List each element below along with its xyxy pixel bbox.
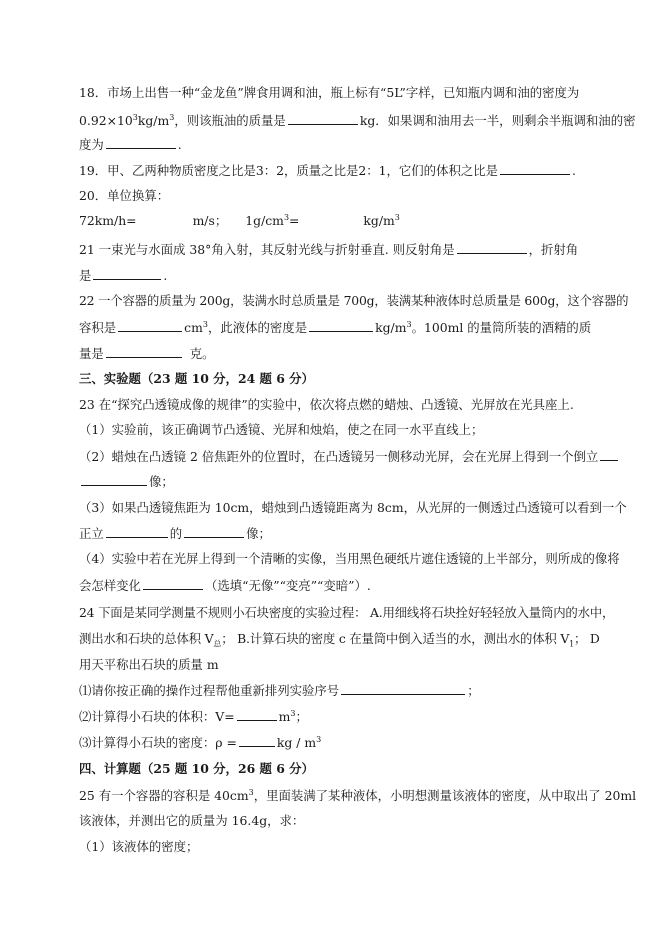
q24-order-blank[interactable] [341,681,465,695]
q24-part3: ⑶计算得小石块的密度：ρ = kg / $m^3$ [79,734,322,750]
q23-intro: 23 在“探究凸透镜成像的规律”的实验中，依次将点燃的蜡烛、凸透镜、光屏放在光具座上. [79,397,574,412]
q21-refraction-blank[interactable] [93,266,161,280]
q23-image-size-blank[interactable] [81,472,147,486]
q23-part2-line1: （2）蜡烛在凸透镜 2 倍焦距外的位置时，在凸透镜另一侧移动光屏，会在光屏上得到一个倒立 [79,447,620,465]
q24-line2: 测出水和石块的总体积 $V_总$； B.计算石块的密度 c 在量筒中倒入适当的水，测出水的体积 $V_1$； D [79,631,600,649]
q18-line2: $0.92\times 10^3kg/m^3$，则该瓶油的质量是 kg．如果调和油用去一半，则剩余半瓶调和油的密 [79,112,636,128]
q22-mass-blank[interactable] [106,344,182,358]
q20-title: 20．单位换算： [79,188,170,203]
section-calculations-heading: 四、计算题（25 题 10 分，26 题 6 分） [79,761,314,776]
q22-line1: 22 一个容器的质量为 200g，装满水时总质量是 700g，装满某种液体时总质量是 600g，这个容器的 [79,293,629,308]
q21-line2: 是 . [79,268,168,283]
q25-line1: 25 有一个容器的容积是 $40cm^3$，里面装满了某种液体，小明想测量该液体的密度，从中取出了 20ml [79,787,637,803]
q25-line2: 该液体，并测出它的质量为 16.4g，求： [79,813,305,828]
q24-line3: 用天平称出石块的质量 m [79,657,219,672]
q18-line1: 18．市场上出售一种“金龙鱼”牌食用调和油，瓶上标有“5L”字样，已知瓶内调和油的密度为 [79,85,580,100]
q18-mass-blank[interactable] [288,111,358,125]
q25-part1: （1）该液体的密度； [79,839,199,854]
q21-reflection-blank[interactable] [457,240,527,254]
q23-part2-line2: 像； [79,472,174,490]
q18-density-blank[interactable] [106,135,176,149]
q24-volume-blank[interactable] [237,707,277,721]
q22-line3: 量是 克。 [79,346,215,361]
q22-line2: 容积是 $cm^3$，此液体的密度是 $kg/m^3$。100ml 的量筒所装的酒精的质 [79,319,592,335]
q23-part4-line2: 会怎样变化 （选填“无像”“变亮”“变暗”）. [79,578,371,593]
q23-image-type-blank[interactable] [184,524,244,538]
q23-magnification-blank[interactable] [106,524,168,538]
q23-orientation-blank[interactable] [600,447,618,461]
q24-density-blank[interactable] [239,733,275,747]
section-experiments-heading: 三、实验题（23 题 10 分，24 题 6 分） [79,371,314,386]
q23-change-blank[interactable] [143,576,203,590]
q23-part4-line1: （4）实验中若在光屏上得到一个清晰的实像，当用黑色硬纸片遮住透镜的上半部分，则所成的像将 [79,551,620,566]
q19-line: 19．甲、乙两种物质密度之比是3：2，质量之比是2：1，它们的体积之比是 . [79,163,576,178]
q23-part3-line2: 正立 的 像； [79,526,271,541]
q21-line1: 21 一束光与水面成 38°角入射，其反射光线与折射垂直. 则反射角是 ，折射角 [79,242,579,257]
q24-part1: ⑴请你按正确的操作过程帮他重新排列实验序号 ； [79,683,480,698]
q22-density-blank[interactable] [309,318,373,332]
q23-part3-line1: （3）如果凸透镜焦距为 10cm，蜡烛到凸透镜距离为 8cm，从光屏的一侧透过凸透镜可以看到一个 [79,500,627,515]
q24-line1: 24 下面是某同学测量不规则小石块密度的实验过程： A.用细线将石块拴好轻轻放入量筒内的水中， [79,605,615,620]
q19-ratio-blank[interactable] [500,161,570,175]
q18-line3: 度为 . [79,137,182,152]
q23-part1: （1）实验前，该正确调节凸透镜、光屏和烛焰，使之在同一水平直线上； [79,422,484,437]
q24-part2: ⑵计算得小石块的体积：$V= m^3$； [79,708,308,724]
q20-conversions: 72km/h= m/s； $1g/cm^3= kg/m^3$ [79,212,400,228]
q22-volume-blank[interactable] [118,318,182,332]
